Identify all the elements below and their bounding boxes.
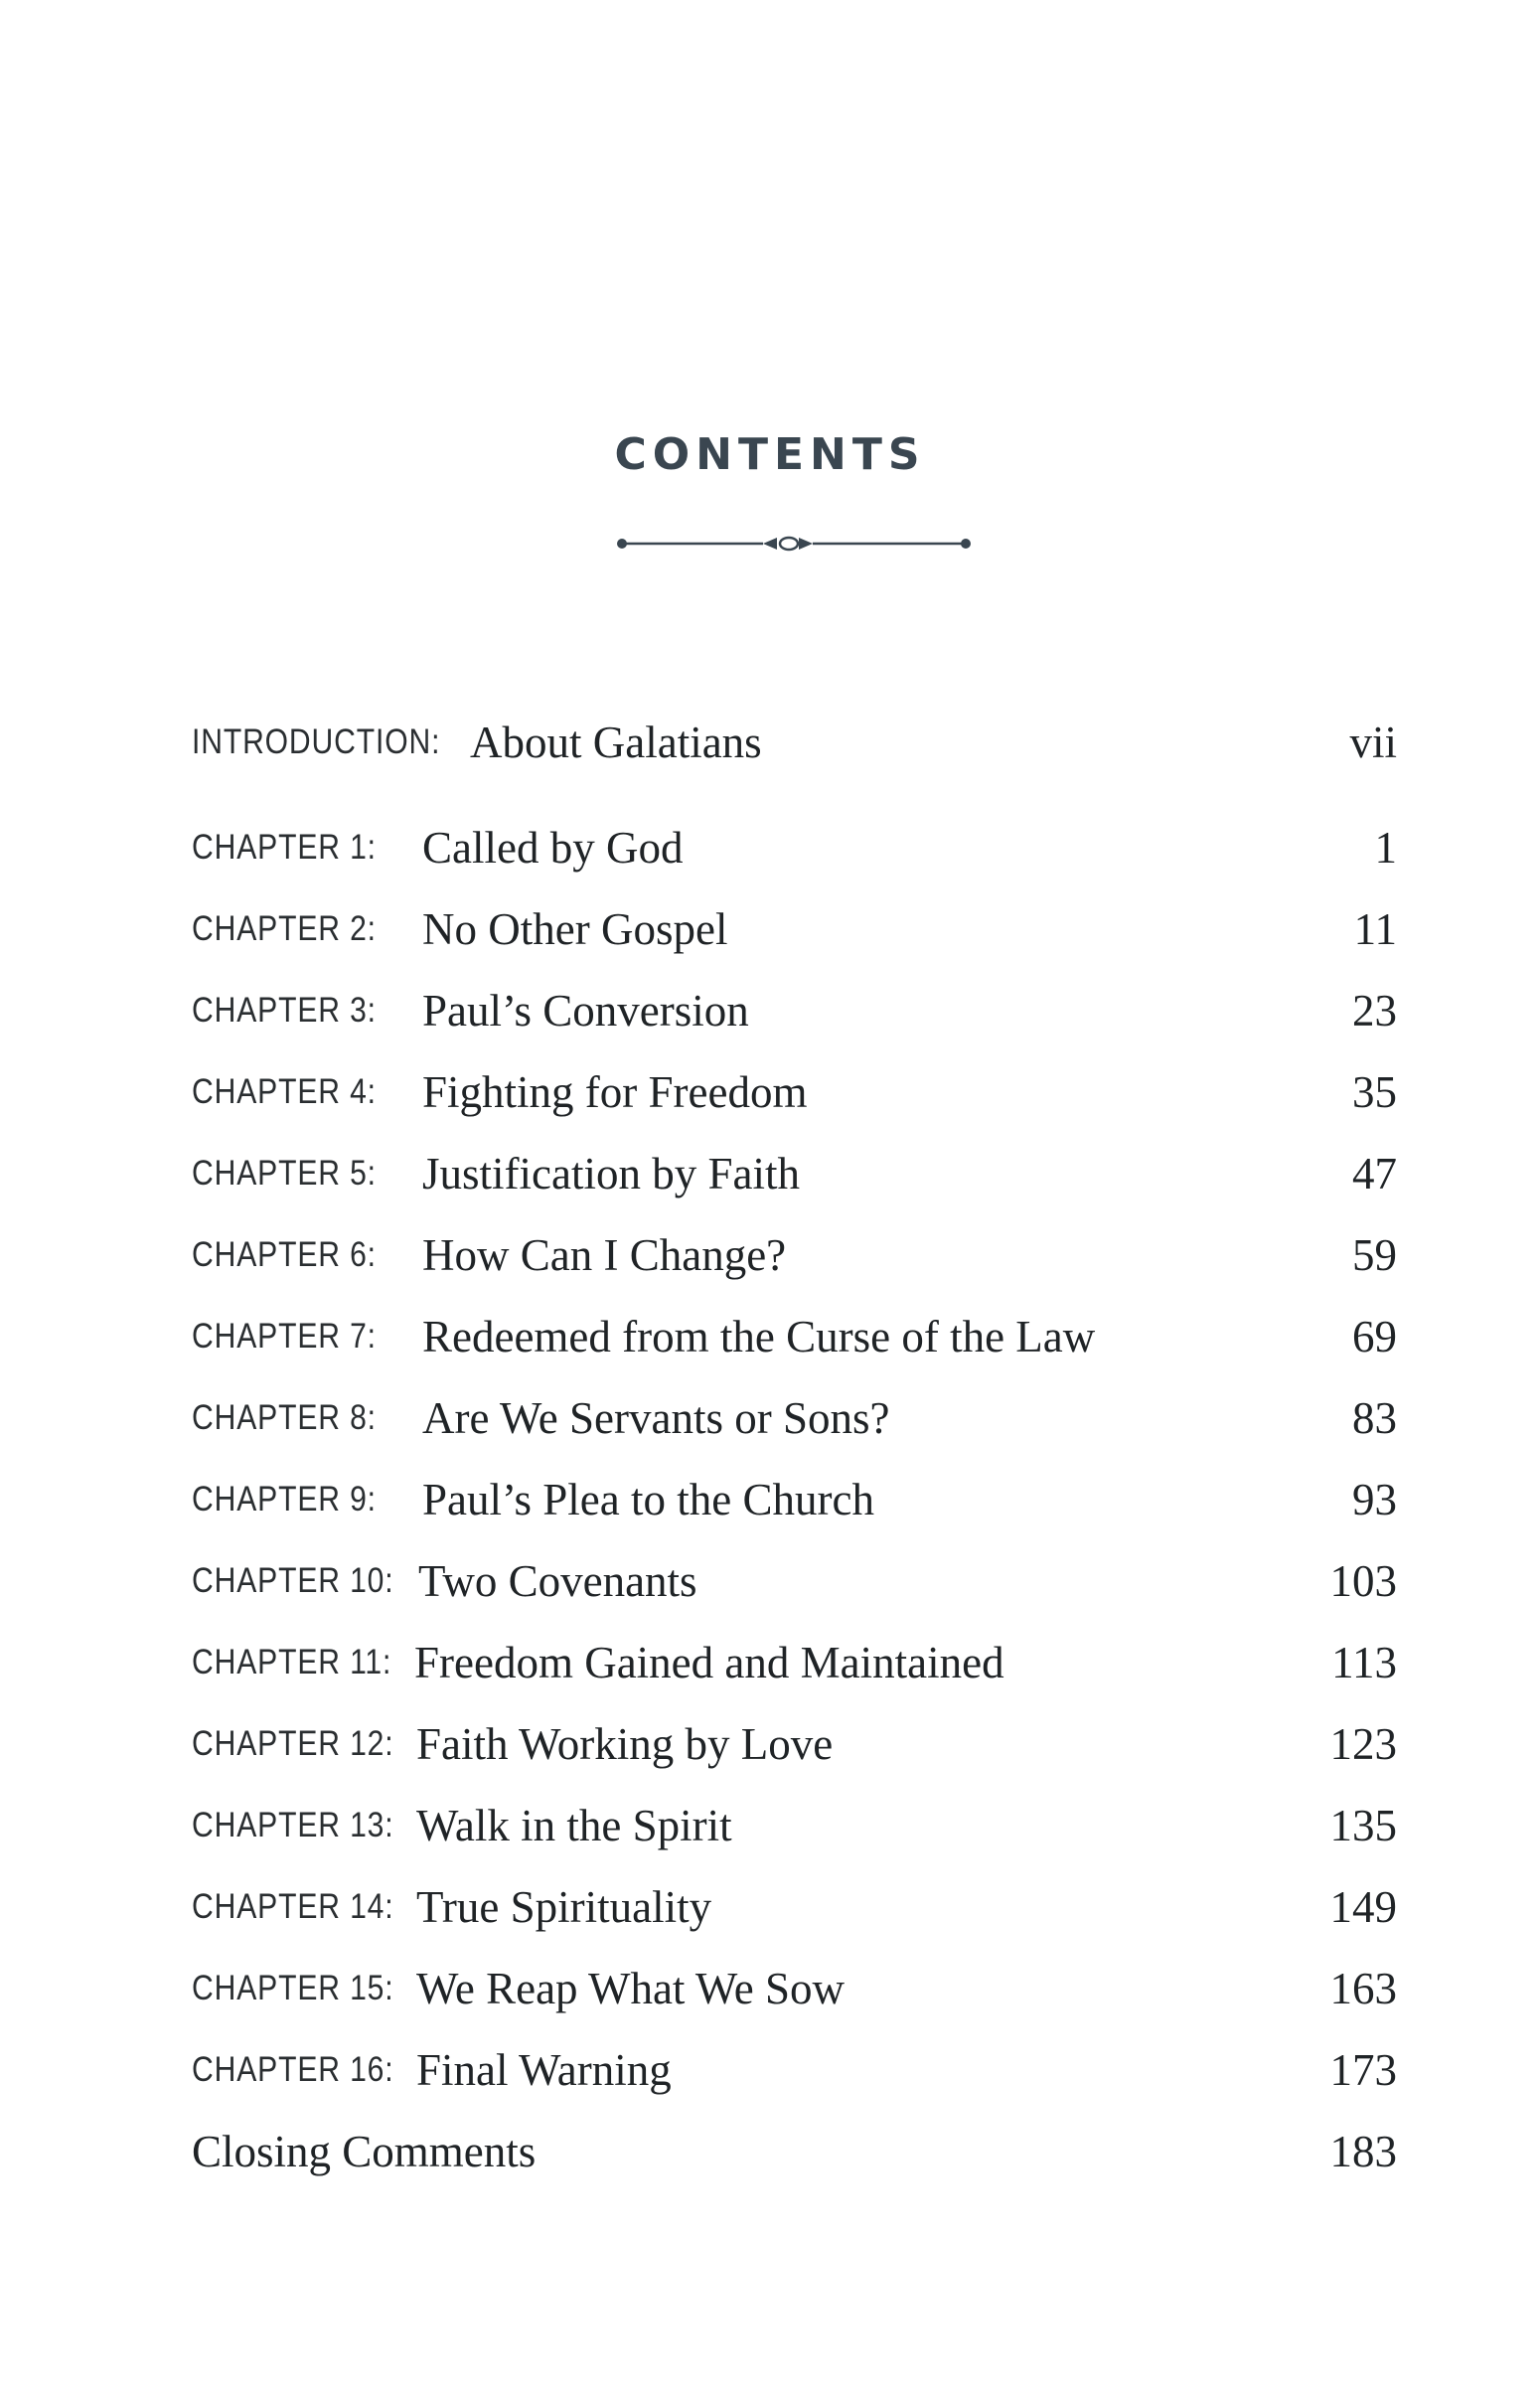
toc-entry-closing-comments[interactable]	[192, 2117, 1397, 2198]
entry-title: About Galatians	[470, 718, 762, 767]
toc-entry-chapter-1[interactable]	[192, 813, 1397, 894]
entry-label: CHAPTER 16:	[192, 2050, 394, 2089]
entry-page-number: 103	[1329, 1556, 1397, 1606]
entry-page-number: 173	[1329, 2045, 1397, 2095]
flourish-divider-icon	[616, 529, 974, 559]
entry-title: Freedom Gained and Maintained	[414, 1638, 1004, 1687]
entry-label: CHAPTER 7:	[192, 1317, 377, 1356]
entry-page-number: 35	[1352, 1067, 1397, 1117]
entry-label: CHAPTER 5:	[192, 1154, 377, 1193]
toc-entry-chapter-9[interactable]	[192, 1465, 1397, 1546]
toc-entry-chapter-15[interactable]	[192, 1954, 1397, 2035]
entry-page-number: 163	[1329, 1964, 1397, 2013]
entry-title: Walk in the Spirit	[416, 1801, 732, 1850]
entry-label: CHAPTER 14:	[192, 1887, 394, 1926]
entry-page-number: 149	[1329, 1882, 1397, 1932]
entry-title: Redeemed from the Curse of the Law	[422, 1312, 1096, 1361]
entry-title: Final Warning	[416, 2045, 672, 2095]
toc-entry-chapter-8[interactable]	[192, 1383, 1397, 1465]
toc-entry-chapter-3[interactable]	[192, 976, 1397, 1057]
entry-title: Faith Working by Love	[416, 1719, 834, 1769]
entry-label: CHAPTER 9:	[192, 1480, 377, 1519]
entry-label: CHAPTER 6:	[192, 1235, 377, 1274]
entry-title: Paul’s Plea to the Church	[422, 1475, 874, 1524]
toc-entry-chapter-2[interactable]	[192, 894, 1397, 976]
entry-title: No Other Gospel	[422, 904, 728, 954]
entry-label: CHAPTER 10:	[192, 1561, 394, 1600]
entry-page-number: 113	[1331, 1638, 1397, 1687]
toc-entry-chapter-6[interactable]	[192, 1220, 1397, 1302]
entry-label: CHAPTER 4:	[192, 1072, 377, 1111]
toc-entry-chapter-16[interactable]	[192, 2035, 1397, 2117]
entry-page-number: 83	[1352, 1393, 1397, 1443]
toc-entry-chapter-11[interactable]	[192, 1628, 1397, 1709]
toc-entry-chapter-14[interactable]	[192, 1872, 1397, 1954]
entry-page-number: 93	[1352, 1475, 1397, 1524]
entry-page-number: 69	[1352, 1312, 1397, 1361]
entry-page-number: 135	[1329, 1801, 1397, 1850]
toc-entry-chapter-10[interactable]	[192, 1546, 1397, 1628]
toc-entry-chapter-12[interactable]	[192, 1709, 1397, 1791]
entry-page-number: 123	[1329, 1719, 1397, 1769]
entry-label: INTRODUCTION:	[192, 722, 441, 761]
entry-page-number: 59	[1352, 1230, 1397, 1280]
entry-title: Fighting for Freedom	[422, 1067, 808, 1117]
table-of-contents	[192, 708, 1397, 2198]
entry-title: Paul’s Conversion	[422, 986, 749, 1036]
toc-entry-chapter-5[interactable]	[192, 1139, 1397, 1220]
entry-title: We Reap What We Sow	[416, 1964, 845, 2013]
toc-entry-chapter-13[interactable]	[192, 1791, 1397, 1872]
entry-label: CHAPTER 8:	[192, 1398, 377, 1437]
page-title: CONTENTS	[614, 429, 926, 480]
entry-label: CHAPTER 1:	[192, 828, 377, 867]
entry-label: CHAPTER 2:	[192, 909, 377, 948]
entry-page-number: vii	[1349, 718, 1397, 767]
entry-label: CHAPTER 13:	[192, 1806, 394, 1844]
entry-label: CHAPTER 15:	[192, 1969, 394, 2007]
entry-label: CHAPTER 3:	[192, 991, 377, 1030]
entry-title: Are We Servants or Sons?	[422, 1393, 890, 1443]
entry-page-number: 47	[1352, 1149, 1397, 1199]
entry-page-number: 23	[1352, 986, 1397, 1036]
entry-page-number: 11	[1353, 904, 1397, 954]
entry-label: CHAPTER 12:	[192, 1724, 394, 1763]
entry-label: CHAPTER 11:	[192, 1643, 392, 1681]
toc-entry-introduction[interactable]	[192, 708, 1397, 813]
entry-title: Closing Comments	[192, 2127, 537, 2176]
entry-page-number: 1	[1374, 823, 1397, 873]
toc-entry-chapter-4[interactable]	[192, 1057, 1397, 1139]
entry-title: Called by God	[422, 823, 684, 873]
entry-title: How Can I Change?	[422, 1230, 787, 1280]
entry-title: Justification by Faith	[422, 1149, 800, 1199]
toc-entry-chapter-7[interactable]	[192, 1302, 1397, 1383]
entry-title: Two Covenants	[418, 1556, 697, 1606]
entry-page-number: 183	[1329, 2127, 1397, 2176]
entry-title: True Spirituality	[416, 1882, 712, 1932]
